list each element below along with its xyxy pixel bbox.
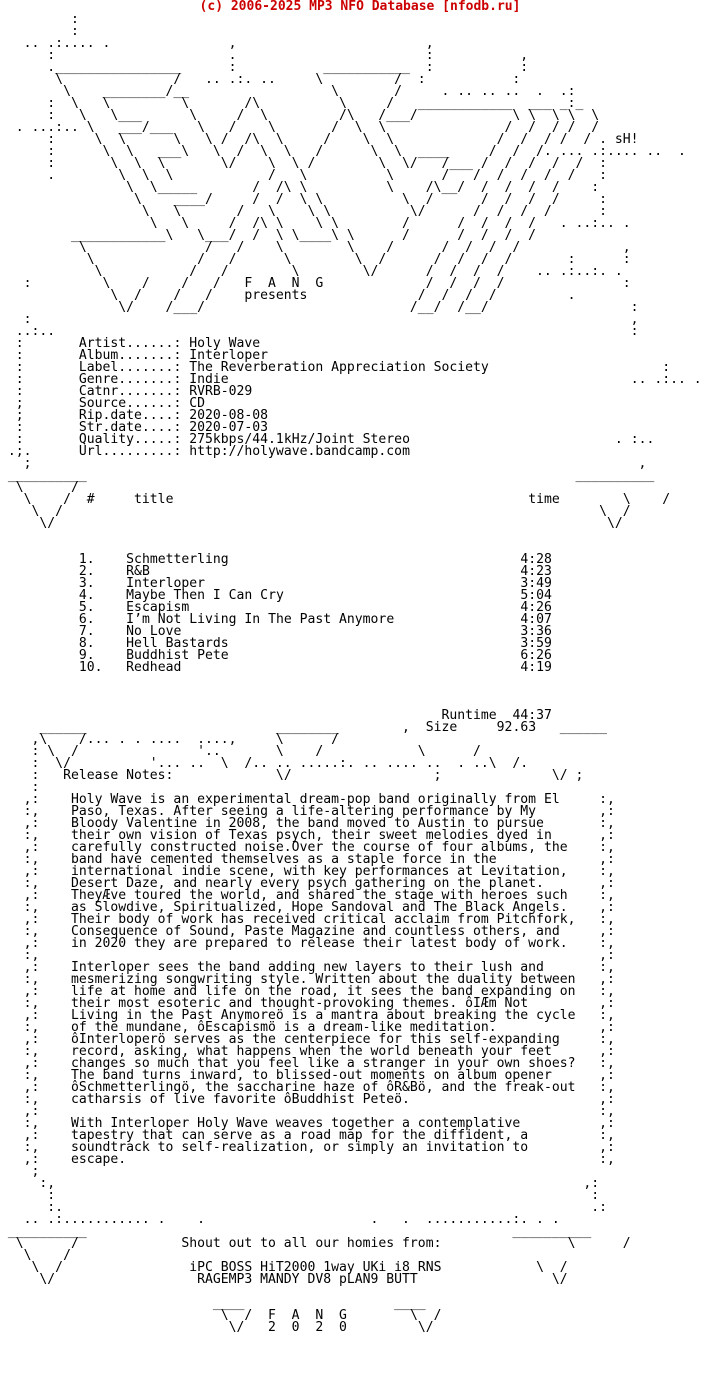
logo-art-line: : \ \___ \ / \ /\ /___/ \ \ \ \ \ xyxy=(0,108,600,123)
track-title: Schmetterling xyxy=(126,552,229,567)
url-link[interactable]: http://holywave.bandcamp.com xyxy=(189,444,410,459)
nfo-line: :, as Slowdive, Spiritualized, Hope Sandoval and The Black Angels. ,: xyxy=(0,900,615,915)
logo-art-line: ____________\ \___/ / \ \____\ \ / / / / / xyxy=(0,228,537,243)
track-number-header: # xyxy=(86,492,95,507)
size-label: Size xyxy=(425,720,458,735)
track-time: 4:28 xyxy=(520,552,552,567)
track-time: 3:59 xyxy=(520,636,552,651)
logo-art-line: : . : , xyxy=(0,48,529,63)
release-notes-line: their own vision of Texas psych, their sweet melodies dyed in xyxy=(70,828,552,843)
footer-year: 2 0 2 0 xyxy=(268,1320,347,1335)
nfo-line: :, ,: xyxy=(0,1176,600,1191)
nfo-line: \ / # title time \ / xyxy=(0,492,671,507)
runtime-value: 44:37 xyxy=(512,708,552,723)
nfo-line: : Album.......: Interloper xyxy=(0,348,269,363)
nfo-line: ,: escape. :, xyxy=(0,1152,615,1167)
logo-art-line: .________________ : ___________ : : xyxy=(0,60,529,75)
nfo-line: __________ __________ xyxy=(0,1224,592,1239)
nfo-line: ; Source......: CD xyxy=(0,396,205,411)
nfo-line: :, Consequence of Sound, Paste Magazine and countless others, and ,: xyxy=(0,924,615,939)
nfo-line: :, The band turns inward, to blissed-out moments on album opener ,: xyxy=(0,1068,615,1083)
logo-art-line: \ \ / \ \ \ \/ / / / / : xyxy=(0,204,607,219)
track-title: I’m Not Living In The Past Anymore xyxy=(126,612,395,627)
logo-art-line: : , xyxy=(0,312,639,327)
nfo-line: :, Desert Daze, and nearly every psych gathering on the planet. ,: xyxy=(0,876,615,891)
nfo-line: \ / xyxy=(0,480,87,495)
genre-label: Genre.......: xyxy=(78,372,182,387)
nfo-text xyxy=(0,14,720,1380)
rip-date-label: Rip.date....: xyxy=(78,408,182,423)
nfo-line: ,: Their body of work has received critical acclaim from Pitchfork, :, xyxy=(0,912,615,927)
nfo-line: ; , xyxy=(0,456,647,471)
nfo-line: ,\ /... . . .... ...., \ / xyxy=(0,732,339,747)
nfo-line: : xyxy=(0,780,40,795)
release-notes-line: Consequence of Sound, Paste Magazine and countless others, and xyxy=(70,924,560,939)
release-notes-line: band have cemented themselves as a staple force in the xyxy=(70,852,497,867)
release-notes-line: of the mundane, ôEscapismö is a dream-like meditation. xyxy=(70,1020,497,1035)
nfo-line: ,: international indie scene, with key performances at Levitation, :, xyxy=(0,864,615,879)
release-notes-line: mesmerizing songwriting style. Written about the duality between xyxy=(70,972,576,987)
nfo-line: : \ / '.. \ / \ / xyxy=(0,744,481,759)
logo-art-line: \ / .. .:. .. \ / : : xyxy=(0,72,521,87)
track-number: 1. xyxy=(78,552,95,567)
release-notes-line: Desert Daze, and nearly every psych gathering on the planet. xyxy=(70,876,544,891)
nfo-line: :, their most esoteric and thought-provoking themes. ôIÆm Not ,: xyxy=(0,996,615,1011)
logo-art-line: : \ / / / F A N G / / / / : xyxy=(0,276,631,291)
nfo-line: ______ ________ , Size 92.63 ______ xyxy=(0,720,608,735)
nfo-line: : Catnr.......: RVRB-029 xyxy=(0,384,253,399)
nfo-line: .;. Url.........: http://holywave.bandcamp.com xyxy=(0,444,410,459)
release-notes-line: changes so much that you feel like a stranger in your own shoes? xyxy=(70,1056,576,1071)
track-title: Maybe Then I Can Cry xyxy=(126,588,284,603)
logo-art-line: .. .:.... . , , xyxy=(0,36,434,51)
nfo-line: ,: ôSchmetterlingö, the saccharine haze of ôR&Bö, and the freak-out :, xyxy=(0,1080,615,1095)
catalog-number-label: Catnr.......: xyxy=(78,384,182,399)
track-title: Redhead xyxy=(126,660,182,675)
track-title: Buddhist Pete xyxy=(126,648,229,663)
nfo-line: : Genre.......: Indie .. .:.. . xyxy=(0,372,702,387)
genre-value: Indie xyxy=(189,372,229,387)
track-title: Interloper xyxy=(126,576,206,591)
catalog-number: RVRB-029 xyxy=(189,384,253,399)
nfo-line: ,: tapestry that can serve as a road map for the diffident, a :, xyxy=(0,1128,615,1143)
nfo-line: ,: ôInterloperö serves as the centerpiece for this self-expanding :, xyxy=(0,1032,615,1047)
logo-art-line: \ \ / /\ \ \ \ / / / / / . ..:.. . xyxy=(0,216,631,231)
nfo-line: ,: carefully constructed noise.Over the course of four albums, the :, xyxy=(0,840,615,855)
street-date-label: Str.date....: xyxy=(78,420,182,435)
release-notes-line: The band turns inward, to blissed-out moments on album opener xyxy=(70,1068,552,1083)
logo-art-line: \/ /___/ /__/ /__/ : xyxy=(0,300,639,315)
track-number: 10. xyxy=(78,660,103,675)
nfo-line: ____ ____ xyxy=(0,1296,426,1311)
nfo-line: \ / iPC BOSS HiT2000 1way UKi i8 RNS \ / xyxy=(0,1260,568,1275)
nfo-line: ,: in 2020 they are prepared to release their latest body of work. :, xyxy=(0,936,615,951)
track-title-header: title xyxy=(134,492,174,507)
nfo-line: ; xyxy=(0,1164,40,1179)
track-time-header: time xyxy=(528,492,560,507)
logo-art-line: : \ \ \ \ / /\ \ / \ \ / / / / / . sH! xyxy=(0,132,639,147)
nfo-line: ,: Interloper sees the band adding new layers to their lush and :, xyxy=(0,960,615,975)
track-time: 4:23 xyxy=(520,564,552,579)
track-number: 8. xyxy=(78,636,95,651)
nfo-line: :, ,: xyxy=(0,948,615,963)
nfo-line: : : xyxy=(0,1188,600,1203)
logo-art-line: \ / / \ \/ / / / / .. .:..:. . xyxy=(0,264,623,279)
album-label: Album.......: xyxy=(78,348,182,363)
nfo-line: \/ 2 0 2 0 \/ xyxy=(0,1320,434,1335)
nfo-line: :, record, asking, what happens when the world beneath your feet ,: xyxy=(0,1044,615,1059)
nfo-line: :, their own vision of Texas psych, their sweet melodies dyed in ,: xyxy=(0,828,615,843)
track-number: 9. xyxy=(78,648,95,663)
url-link-label: Url.........: xyxy=(78,444,182,459)
logo-art-line: \ ________/__ \ / . .. .. .. . .: xyxy=(0,84,576,99)
nfo-line: ,: TheyÆve toured the world, and shared the stage with heroes such :, xyxy=(0,888,615,903)
release-notes-line: their most esoteric and thought-provoking themes. ôIÆm Not xyxy=(70,996,529,1011)
nfo-line: ,: life at home and life on the road, it sees the band expanding on :, xyxy=(0,984,615,999)
nfo-line: : Artist......: Holy Wave xyxy=(0,336,261,351)
release-notes-line: Paso, Texas. After seeing a life-altering performance by My xyxy=(70,804,537,819)
artist-label: Artist......: xyxy=(78,336,182,351)
track-title: No Love xyxy=(126,624,182,639)
nfo-line: :, catharsis of live favorite ôBuddhist Peteö. ,: xyxy=(0,1092,615,1107)
nfo-line: : \/ '... .. \ /.. .. .....:. .. .... .. . ..\ /. xyxy=(0,756,529,771)
label-value: The Reverberation Appreciation Society xyxy=(189,360,489,375)
nfo-line: .. .:........... . . . . ...........:. . . xyxy=(0,1212,560,1227)
release-notes-line: in 2020 they are prepared to release their latest body of work. xyxy=(70,936,568,951)
track-time: 3:49 xyxy=(520,576,552,591)
logo-art-line: \ / / / presents / / / / . xyxy=(0,288,576,303)
track-time: 4:07 xyxy=(520,612,552,627)
album-value: Interloper xyxy=(189,348,269,363)
track-time: 4:26 xyxy=(520,600,552,615)
nfo-line: : Release Notes: \/ ; \/ ; xyxy=(0,768,584,783)
rip-date: 2020-08-08 xyxy=(189,408,269,423)
release-notes-line: With Interloper Holy Wave weaves together a contemplative xyxy=(70,1116,521,1131)
track-title: Hell Bastards xyxy=(126,636,229,651)
nfo-line: ,: Living in the Past Anymoreö is a mantra about breaking the cycle :, xyxy=(0,1008,615,1023)
shoutout-text: Shout out to all our homies from: xyxy=(181,1236,442,1251)
nfo-line: __________ __________ xyxy=(0,468,655,483)
quality-value: 275kbps/44.1kHz/Joint Stereo xyxy=(189,432,410,447)
logo-art-line: . ...:.. \ ___/___ \ / \ / \ \ / / / / / xyxy=(0,120,600,135)
nfo-line: ,: changes so much that you feel like a stranger in your own shoes? :, xyxy=(0,1056,615,1071)
track-time: 6:26 xyxy=(520,648,552,663)
release-notes-line: TheyÆve toured the world, and shared the stage with heroes such xyxy=(70,888,568,903)
track-number: 5. xyxy=(78,600,95,615)
nfo-line: \ / F A N G \ / xyxy=(0,1308,442,1323)
track-number: 7. xyxy=(78,624,95,639)
logo-art-line: : xyxy=(0,24,79,39)
street-date: 2020-07-03 xyxy=(189,420,269,435)
quality-label: Quality.....: xyxy=(78,432,182,447)
track-number: 3. xyxy=(78,576,95,591)
track-time: 3:36 xyxy=(520,624,552,639)
nfo-line: \ / xyxy=(0,1248,71,1263)
track-number: 6. xyxy=(78,612,95,627)
nfo-line: :, soundtrack to self-realization, or simply an invitation to ,: xyxy=(0,1140,615,1155)
release-notes-line: Interloper sees the band adding new layers to their lush and xyxy=(70,960,544,975)
release-notes-heading: Release Notes: xyxy=(63,768,174,783)
label-label: Label.......: xyxy=(78,360,182,375)
release-notes-line: escape. xyxy=(70,1152,127,1167)
release-notes-line: ôSchmetterlingö, the saccharine haze of ôR&Bö, and the freak-out xyxy=(70,1080,576,1095)
footer-brand: F A N G xyxy=(268,1308,347,1323)
release-notes-line: as Slowdive, Spiritualized, Hope Sandoval and The Black Angels. xyxy=(70,900,568,915)
track-time: 4:19 xyxy=(520,660,552,675)
nfo-line: ; Rip.date....: 2020-08-08 xyxy=(0,408,269,423)
nfo-line xyxy=(0,660,552,675)
logo-art-line: \ ____/ / / \ \ \ / / / / / : xyxy=(0,192,607,207)
logo-art-line: ..:.. : xyxy=(0,324,639,339)
nfo-line: :, With Interloper Holy Wave weaves together a contemplative ,: xyxy=(0,1116,615,1131)
release-notes-line: carefully constructed noise.Over the course of four albums, the xyxy=(70,840,568,855)
nfo-line: :, mesmerizing songwriting style. Written about the duality between ,: xyxy=(0,972,615,987)
logo-art-line: : xyxy=(0,14,79,27)
release-notes-line: international indie scene, with key performances at Levitation, xyxy=(70,864,568,879)
release-notes-line: Living in the Past Anymoreö is a mantra about breaking the cycle xyxy=(70,1008,576,1023)
nfo-line: : Str.date....: 2020-07-03 xyxy=(0,420,269,435)
release-notes-line: soundtrack to self-realization, or simply an invitation to xyxy=(70,1140,529,1155)
source-label: Source......: xyxy=(78,396,182,411)
nfo-line: : Label.......: The Reverberation Appreciation Society : xyxy=(0,360,671,375)
nfo-line: \ / \ / xyxy=(0,504,631,519)
release-notes-line: record, asking, what happens when the world beneath your feet xyxy=(70,1044,552,1059)
logo-art-line: \ / / \ \ / / / / / , xyxy=(0,240,631,255)
nfo-line: ,: :, xyxy=(0,1104,615,1119)
nfo-line: \/ RAGEMP3 MANDY DV8 pLAN9 BUTT \/ xyxy=(0,1272,568,1287)
groups-line-1: iPC BOSS HiT2000 1way UKi i8 RNS xyxy=(189,1260,442,1275)
nfo-line: \/ \/ xyxy=(0,516,623,531)
track-time: 5:04 xyxy=(520,588,552,603)
artist-value: Holy Wave xyxy=(189,336,261,351)
release-notes-line: Bloody Valentine in 2008, the band moved to Austin to pursue xyxy=(70,816,544,831)
release-notes-line: Their body of work has received critical acclaim from Pitchfork, xyxy=(70,912,576,927)
release-notes-line: life at home and life on the road, it sees the band expanding on xyxy=(70,984,576,999)
logo-art-line: . \ \ \ / \ \ / / / / / / : xyxy=(0,168,607,183)
logo-art-line: : \ \ \ /\ \ / ____________ ___ _:_ xyxy=(0,96,584,111)
nfo-line: :, Paso, Texas. After seeing a life-altering performance by My ,: xyxy=(0,804,615,819)
release-notes-line: ôInterloperö serves as the centerpiece for this self-expanding xyxy=(70,1032,560,1047)
size-value: 92.63 xyxy=(496,720,537,735)
nfo-line: \ / Shout out to all our homies from: \ / xyxy=(0,1236,631,1251)
track-number: 4. xyxy=(78,588,95,603)
logo-art-line: : \ \ ___\ \ / \ \ / \ \ ____ / / /. ... .:.... .. . xyxy=(0,144,686,159)
nfo-line: ,: Bloody Valentine in 2008, the band moved to Austin to pursue :, xyxy=(0,816,615,831)
nfo-line: : Quality.....: 275kbps/44.1kHz/Joint Stereo . :.. xyxy=(0,432,655,447)
copyright-header: (c) 2006-2025 MP3 NFO Database [nfodb.ru] xyxy=(199,0,521,14)
track-title: Escapism xyxy=(126,600,190,615)
track-title: R&B xyxy=(126,564,150,579)
nfo-line: :, of the mundane, ôEscapismö is a dream-like meditation. ,: xyxy=(0,1020,615,1035)
groups-line-2: RAGEMP3 MANDY DV8 pLAN9 BUTT xyxy=(197,1272,418,1287)
logo-art-line: \ \_____ / /\ \ \ /\__/ / / / / : xyxy=(0,180,600,195)
track-number: 2. xyxy=(78,564,95,579)
release-notes-line: catharsis of live favorite ôBuddhist Peteö. xyxy=(70,1092,410,1107)
release-notes-line: tapestry that can serve as a road map for the diffident, a xyxy=(70,1128,529,1143)
nfo-line: :, band have cemented themselves as a staple force in the ,: xyxy=(0,852,615,867)
runtime-label: Runtime xyxy=(441,708,497,723)
logo-art-line: \ / / \ \ / / / / / : : xyxy=(0,252,631,267)
nfo-line: :. .: xyxy=(0,1200,607,1215)
source-value: CD xyxy=(189,396,205,411)
logo-art-line: : \ \ \ \/ \ \ / \ \/ /___ / / / / / : xyxy=(0,156,607,171)
release-notes-line: Holy Wave is an experimental dream-pop band originally from El xyxy=(70,792,560,807)
nfo-line: ,: Holy Wave is an experimental dream-pop band originally from El :, xyxy=(0,792,615,807)
